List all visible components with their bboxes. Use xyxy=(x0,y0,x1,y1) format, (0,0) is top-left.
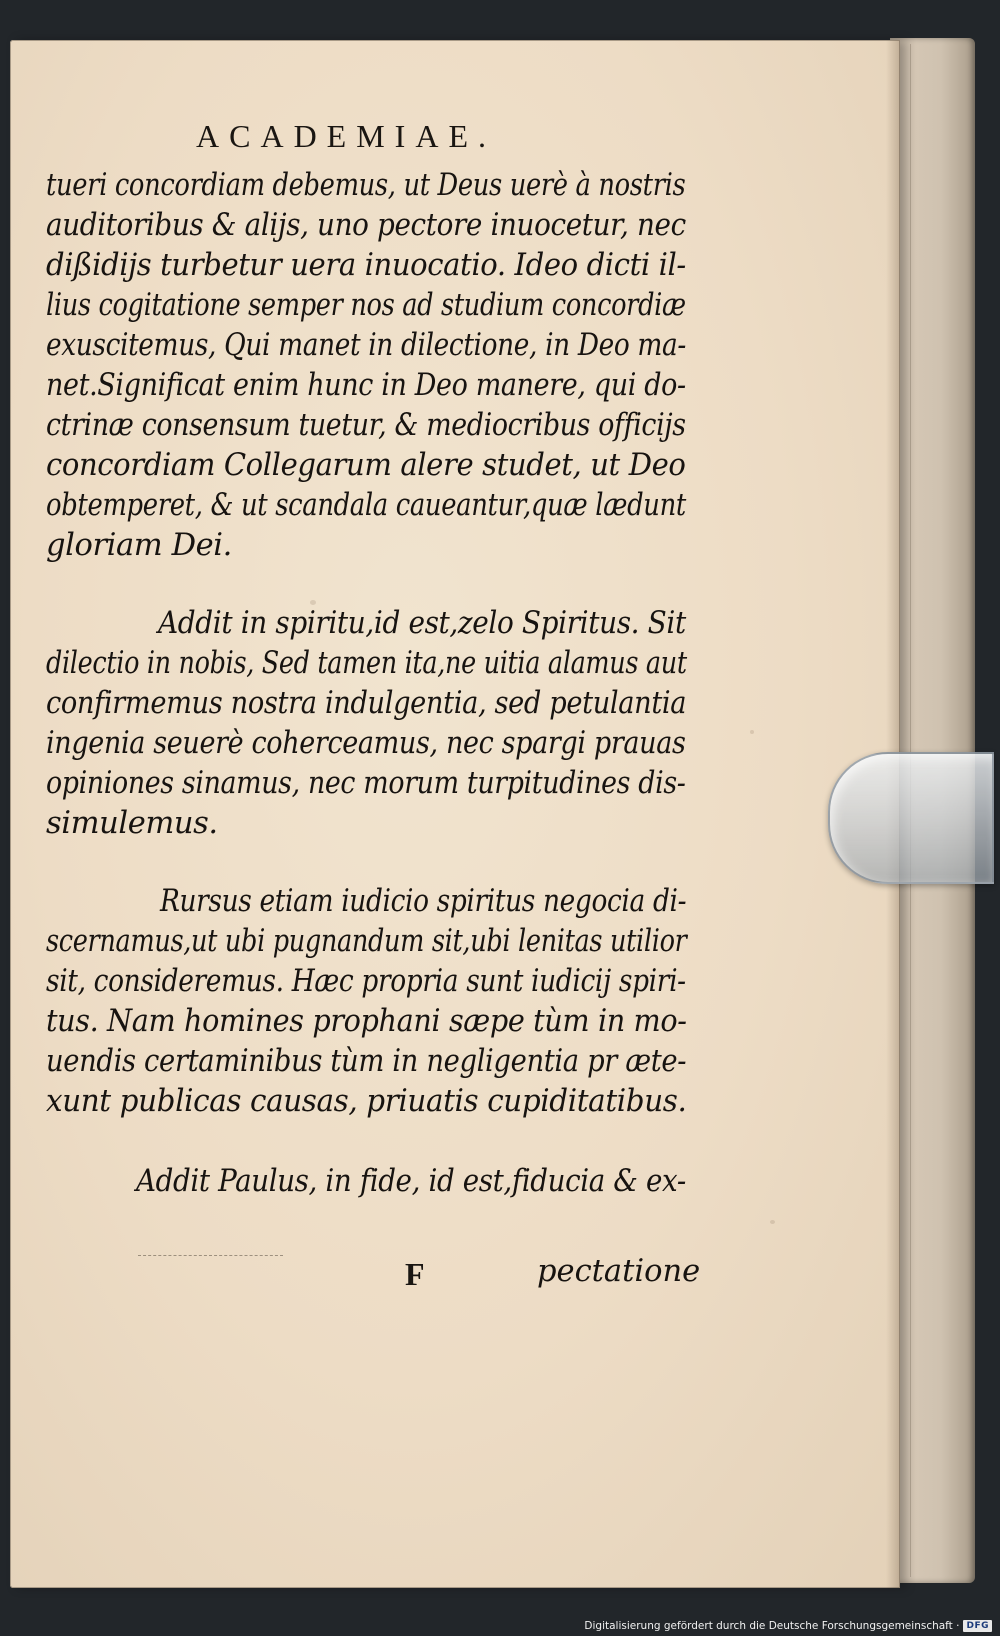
text-line: Addit Paulus, in fide, id est,fiducia & ex- xyxy=(136,1164,686,1199)
page-clip xyxy=(828,752,994,884)
text-line: tus. Nam homines prophani sæpe tùm in mo- xyxy=(46,1004,687,1039)
text-line: confirmemus nostra indulgentia, sed petulantia xyxy=(46,686,687,721)
signature-mark: F xyxy=(405,1256,425,1292)
text-line: obtemperet, & ut scandala caueantur,quæ lædunt xyxy=(46,488,686,523)
paper-spot xyxy=(770,1220,775,1224)
text-line: tueri concordiam debemus, ut Deus uerè à nostris xyxy=(46,168,686,203)
text-line: gloriam Dei. xyxy=(46,528,232,563)
text-line: ingenia seuerè coherceamus, nec spargi prauas xyxy=(46,726,686,761)
text-line: dilectio in nobis, Sed tamen ita,ne uitia alamus aut xyxy=(46,646,687,681)
text-line: net.Significat enim hunc in Deo manere, qui do- xyxy=(46,368,686,403)
paper-spot xyxy=(310,600,316,605)
paper-spot xyxy=(750,730,754,734)
catchword: pectatione xyxy=(537,1254,701,1289)
faded-rule xyxy=(138,1255,283,1257)
funding-text: Digitalisierung gefördert durch die Deutsche Forschungsgemeinschaft · xyxy=(584,1620,960,1632)
text-line: dißidijs turbetur uera inuocatio. Ideo dicti il- xyxy=(46,248,686,283)
text-line: opiniones sinamus, nec morum turpitudines dis- xyxy=(46,766,686,801)
text-line: auditoribus & alijs, uno pectore inuocetur, nec xyxy=(46,208,686,243)
text-line: scernamus,ut ubi pugnandum sit,ubi lenitas utilior xyxy=(46,924,687,959)
text-line: ctrinæ consensum tuetur, & mediocribus officijs xyxy=(46,408,686,443)
text-line: simulemus. xyxy=(46,806,218,841)
text-line: xunt publicas causas, priuatis cupiditatibus. xyxy=(46,1084,687,1119)
running-title: ACADEMIAE. xyxy=(196,118,496,154)
text-line: sit, consideremus. Hæc propria sunt iudicij spiri- xyxy=(46,964,686,999)
text-line: uendis certaminibus tùm in negligentia pr æte- xyxy=(46,1044,687,1079)
dfg-logo-icon: DFG xyxy=(963,1620,992,1632)
text-line: lius cogitatione semper nos ad studium concordiæ xyxy=(46,288,686,323)
text-line: Rursus etiam iudicio spiritus negocia di- xyxy=(160,884,687,919)
text-line: Addit in spiritu,id est,zelo Spiritus. Sit xyxy=(158,606,686,641)
funding-notice xyxy=(584,1620,992,1632)
text-line: exuscitemus, Qui manet in dilectione, in Deo ma- xyxy=(46,328,686,363)
text-line: concordiam Collegarum alere studet, ut Deo xyxy=(46,448,686,483)
